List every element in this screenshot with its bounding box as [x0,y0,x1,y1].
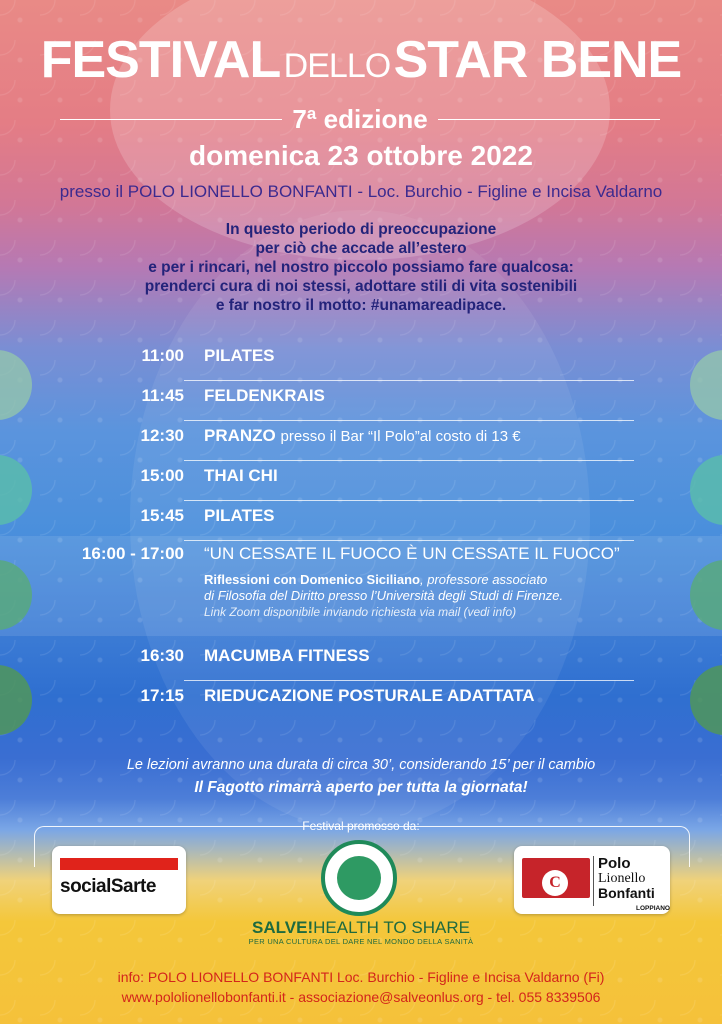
polo-building-icon [522,858,590,898]
polo-line: LOPPIANO [636,905,670,912]
talk-speaker-line [204,572,563,588]
schedule-divider [184,460,634,461]
edition-row [60,104,660,134]
schedule-activity: “UN CESSATE IL FUOCO È UN CESSATE IL FUOCO” [204,544,620,563]
polo-line: Lionello [598,871,646,886]
promoters-label-text: Festival promosso da: [302,819,420,833]
salve-name-light: HEALTH TO SHARE [313,918,470,937]
talk-role-line [204,588,563,604]
intro-text [80,220,642,315]
title-star-bene: STAR BENE [393,31,682,89]
intro-line: In questo periodo di preoccupazione [225,221,497,238]
promoters-label [0,817,722,835]
polo-line: Polo [598,855,631,872]
salve-logo-icon [321,840,397,916]
activity-name: PRANZO [204,426,276,445]
schedule-divider [184,380,634,381]
schedule-divider [184,500,634,501]
schedule-time: 17:15 [140,686,184,705]
intro-line: per ciò che accade all’estero [255,240,467,257]
polo-wordmark [598,856,670,916]
edition-divider-right [438,119,660,120]
schedule-divider [184,420,634,421]
title-festival: FESTIVAL [40,31,281,89]
lessons-duration-note: Le lezioni avranno una durata di circa 30’, considerando 15’ per il cambio [126,757,596,773]
schedule-activity: RIEDUCAZIONE POSTURALE ADATTATA [204,686,535,705]
talk-role: , professore associato [420,572,548,587]
talk-zoom-note: Link Zoom disponibile inviando richiesta via mail (vedi info) [204,605,517,619]
schedule-time: 15:00 [140,466,184,485]
schedule-time: 16:00 - 17:00 [81,544,184,563]
polo-c-mark: C [542,870,568,896]
intro-line: prenderci cura di noi stessi, adottare stili di vita sostenibili [144,278,578,295]
talk-speaker: Riflessioni con Domenico Siciliano [204,572,420,587]
event-date: domenica 23 ottobre 2022 [189,140,533,171]
salve-wordmark [0,918,722,938]
festival-title [0,30,722,90]
fagotto-note: Il Fagotto rimarrà aperto per tutta la giornata! [194,779,528,796]
schedule-activity: MACUMBA FITNESS [204,646,370,665]
schedule-divider [184,540,634,541]
schedule-time: 12:30 [140,426,184,445]
talk-role-detail: di Filosofia del Diritto presso l’Università degli Studi di Firenze. [204,588,564,603]
schedule-activity: PILATES [204,506,275,525]
polo-lionello-bonfanti-logo [514,846,670,914]
schedule-activity [204,426,521,446]
salve-logo-inner [337,856,381,900]
polo-logo-separator [593,856,594,906]
talk-description [204,572,563,620]
event-venue: presso il POLO LIONELLO BONFANTI - Loc. Burchio - Figline e Incisa Valdarno [59,182,663,201]
intro-line: e far nostro il motto: #unamareadipace. [215,297,507,314]
salve-name-bold: SALVE! [252,918,314,937]
intro-line: e per i rincari, nel nostro piccolo possiamo fare qualcosa: [148,259,574,276]
schedule-activity: FELDENKRAIS [204,386,325,405]
activity-detail: presso il Bar “Il Polo”al costo di 13 € [280,428,521,445]
schedule-time: 16:30 [140,646,184,665]
schedule-activity: THAI CHI [204,466,278,485]
footer-info: info: POLO LIONELLO BONFANTI Loc. Burchio - Figline e Incisa Valdarno (Fi) [117,969,605,985]
schedule-time: 15:45 [140,506,184,525]
schedule-time: 11:00 [141,346,184,365]
title-dello: DELLO [283,47,391,85]
socialsarte-red-bar [60,858,178,870]
salve-tagline: PER UNA CULTURA DEL DARE NEL MONDO DELLA SANITÀ [248,937,474,946]
schedule-time: 11:45 [141,386,184,405]
socialsarte-logo [52,846,186,914]
socialsarte-wordmark: socialSarte [60,876,156,897]
edition-divider-left [60,119,282,120]
schedule-activity: PILATES [204,346,275,365]
schedule-divider [184,680,634,681]
edition-label: 7ª edizione [292,103,428,134]
footer-contacts: www.pololionellobonfanti.it - associazione@salveonlus.org - tel. 055 8339506 [121,989,601,1005]
polo-line: Bonfanti [598,885,655,901]
